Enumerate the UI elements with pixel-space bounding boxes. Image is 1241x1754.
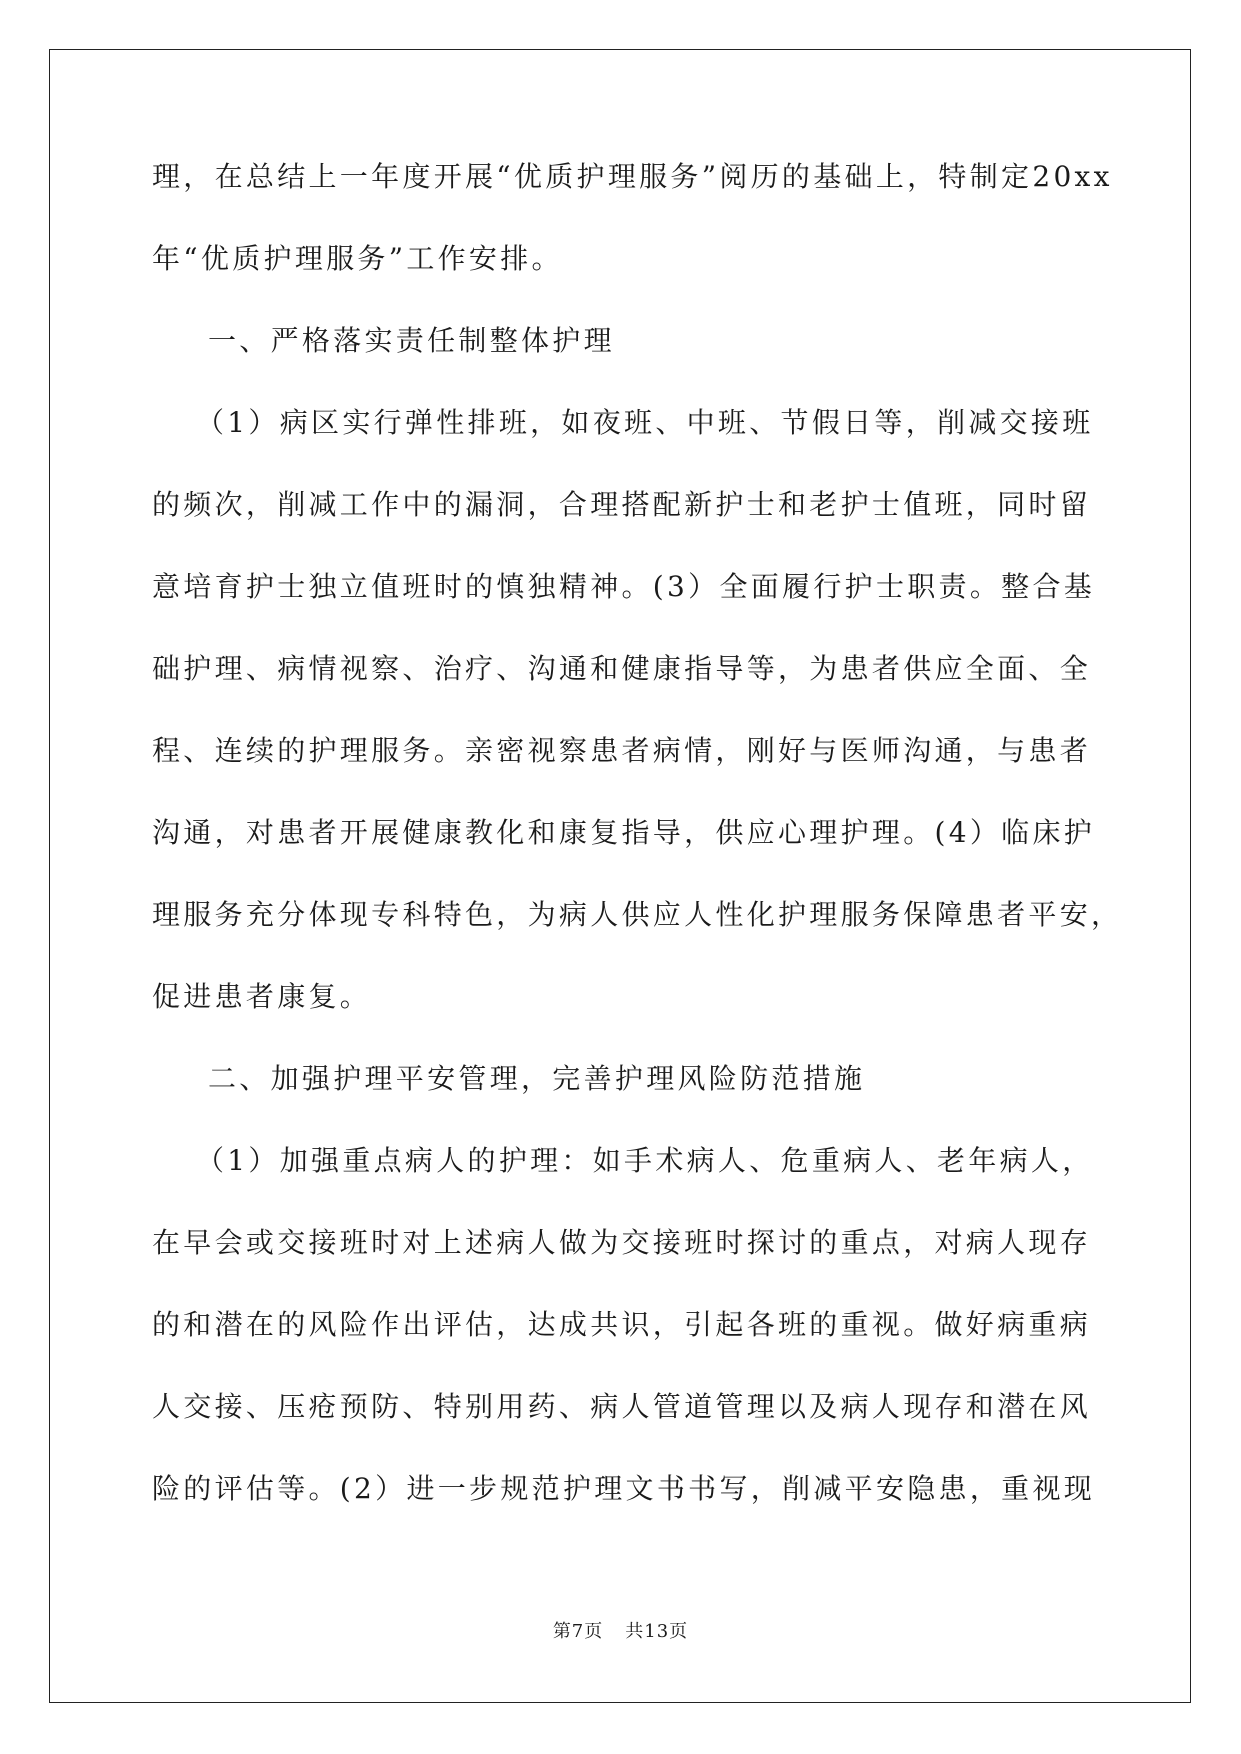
text-line: （1）加强重点病人的护理：如手术病人、危重病人、老年病人， <box>196 1144 1094 1177</box>
document-body <box>152 160 1123 1554</box>
text-line: 理服务充分体现专科特色，为病人供应人性化护理服务保障患者平安， <box>152 898 1123 931</box>
text-line: 险的评估等。(2）进一步规范护理文书书写，削减平安隐患，重视现 <box>152 1472 1096 1505</box>
text-line: 理，在总结上一年度开展“优质护理服务”阅历的基础上，特制定20xx <box>152 160 1113 193</box>
text-line: 的和潜在的风险作出评估，达成共识，引起各班的重视。做好病重病 <box>152 1308 1092 1341</box>
text-line: （1）病区实行弹性排班，如夜班、中班、节假日等，削减交接班 <box>196 406 1094 439</box>
text-line: 人交接、压疮预防、特别用药、病人管道管理以及病人现存和潜在风 <box>152 1390 1092 1423</box>
page-footer <box>0 1617 1241 1643</box>
text-line: 础护理、病情视察、治疗、沟通和健康指导等，为患者供应全面、全 <box>152 652 1092 685</box>
section-heading: 二、加强护理平安管理，完善护理风险防范措施 <box>208 1062 866 1095</box>
text-line: 年“优质护理服务”工作安排。 <box>152 242 563 275</box>
page-number: 第7页 <box>552 1621 604 1642</box>
section-heading: 一、严格落实责任制整体护理 <box>208 324 615 357</box>
page-total: 共13页 <box>625 1621 689 1642</box>
text-line: 的频次，削减工作中的漏洞，合理搭配新护士和老护士值班，同时留 <box>152 488 1092 521</box>
text-line: 意培育护士独立值班时的慎独精神。(3）全面履行护士职责。整合基 <box>152 570 1096 603</box>
text-line: 在早会或交接班时对上述病人做为交接班时探讨的重点，对病人现存 <box>152 1226 1092 1259</box>
text-line: 沟通，对患者开展健康教化和康复指导，供应心理护理。(4）临床护 <box>152 816 1096 849</box>
text-line: 促进患者康复。 <box>152 980 372 1013</box>
text-line: 程、连续的护理服务。亲密视察患者病情，刚好与医师沟通，与患者 <box>152 734 1092 767</box>
